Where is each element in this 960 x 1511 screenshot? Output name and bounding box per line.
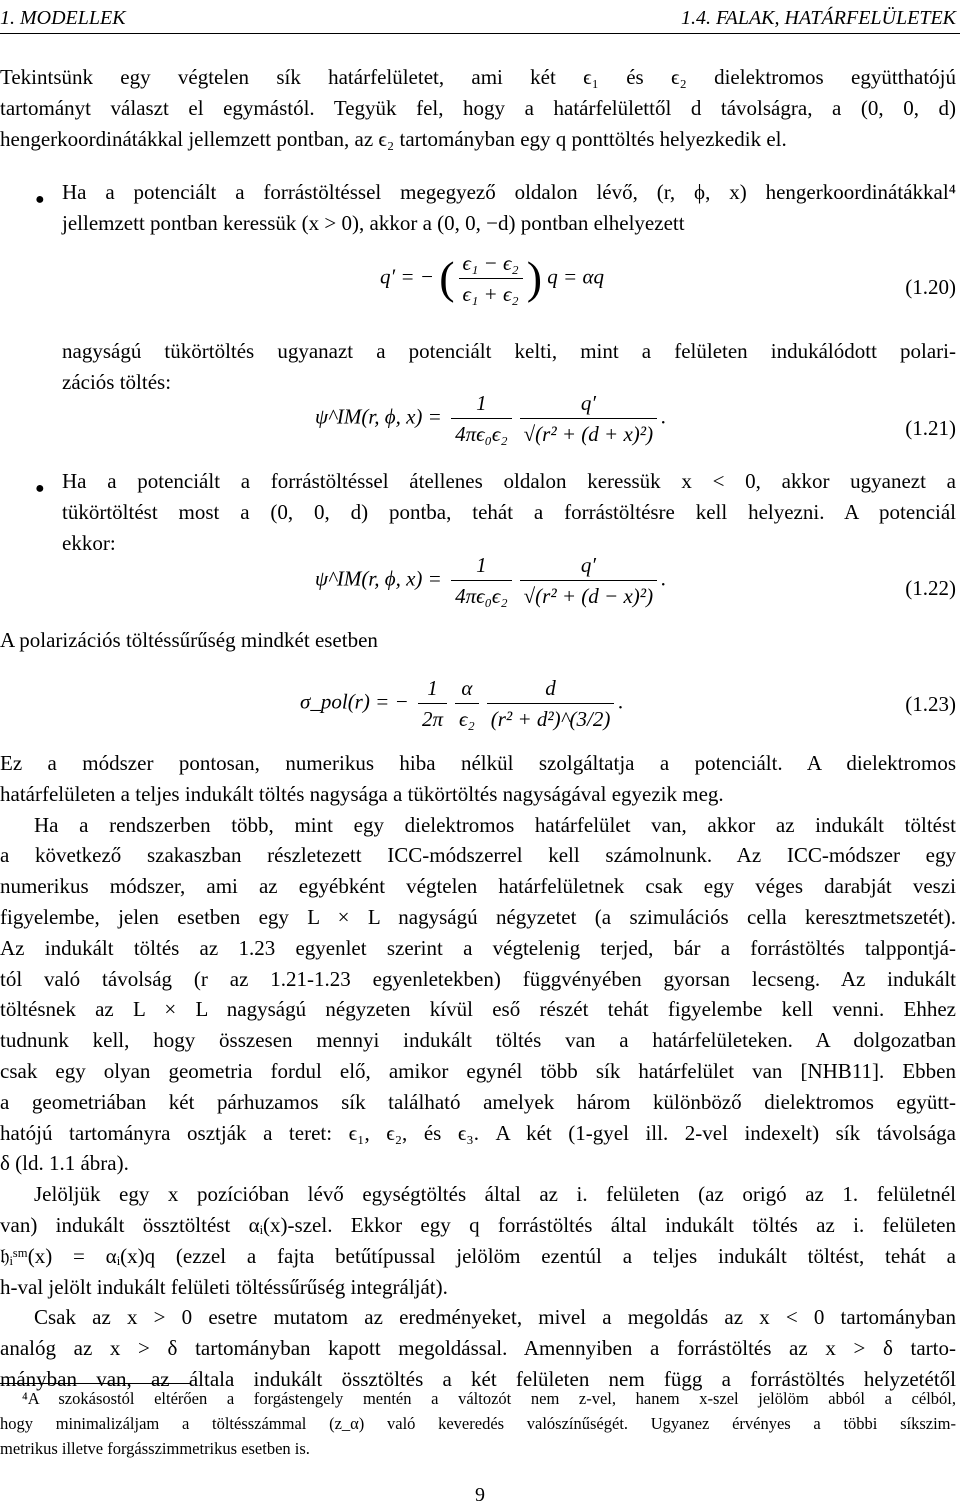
numerator: q′ <box>520 388 657 419</box>
bullet2-paragraph <box>62 466 956 558</box>
text-line: metrikus illetve forgásszimmetrikus esetben is. <box>0 1439 310 1458</box>
eq-rhs: q = αq <box>547 264 604 289</box>
numerator: 1 <box>451 550 512 581</box>
equation-1-21: ψ^IM(r, ϕ, x) = $\frac{1}{\text{4πϵ₀ϵ₂}}$ $\frac{q'}{\text{√(r² + (d + x)²)}}$ . <box>315 388 666 449</box>
text-line: jellemzett pontban keressük (x > 0), akkor a (0, 0, −d) pontban elhelyezett <box>62 210 685 235</box>
text-line: zációs töltés: <box>62 369 172 394</box>
bullet1-paragraph <box>62 177 956 239</box>
text-line: ⁴A szokásostól eltérően a forgástengely mentén a változót nem z-vel, hanem x-szel jelölöm abból a célból, <box>22 1389 956 1408</box>
text-line: a következő szakaszban részletezett ICC-módszerrel kell számolnunk. Az ICC-módszer egy <box>0 843 956 868</box>
fraction <box>520 388 657 449</box>
denominator: ϵ₁ + ϵ₂ <box>462 282 519 306</box>
bullet-dot: ● <box>35 480 45 497</box>
fraction <box>520 550 657 611</box>
text-line: csak egy olyan geometria fordul elő, amikor egynél több sík határfelület van [NHB11]. Ebben <box>0 1058 956 1083</box>
denominator: √(r² + (d + x)²) <box>523 422 654 446</box>
equation-label: (1.22) <box>905 576 956 600</box>
text-line: töltésnek az L × L nagyságú négyzeten kívül eső részét tehát figyelembe kell venni. Ehhez <box>0 997 956 1022</box>
footnote-rule <box>0 1383 190 1384</box>
numerator: 1 <box>418 673 447 704</box>
equation-1-22: ψ^IM(r, ϕ, x) = $\frac{1}{\text{4πϵ₀ϵ₂}}$ $\frac{q'}{\text{√(r² + (d − x)²)}}$ . <box>315 550 666 611</box>
eq-lhs: q′ = − <box>380 264 434 289</box>
equation-1-23: σ_pol(r) = − $\frac{1}{2\pi}$ $\frac{\alpha}{\text{ϵ₂}}$ $\frac{d}{\text{(r² + d²)\textasciicircum{}(3/2)}}$ . <box>300 673 624 734</box>
denominator: (r² + d²)^(3/2) <box>490 707 611 731</box>
equation-label: (1.20) <box>905 275 956 299</box>
text-line: Jelöljük egy x pozícióban lévő egységtöltés által az i. felületen (az origó az 1. felületnél <box>34 1182 956 1207</box>
text-line: határfelületen a teljes indukált töltés nagysága a tükörtöltés nagyságával egyezik meg. <box>0 781 724 806</box>
text-line: Tekintsünk egy végtelen sík határfelületet, ami két ϵ₁ és ϵ₂ dielektromos együtthatójú <box>0 65 956 89</box>
running-header <box>0 3 960 29</box>
text-line: 𝔥ᵢˢᵐ(x) = αᵢ(x)q (ezzel a fajta betűtípussal jelölöm ezentúl a teljes indukált töltést, tehát a <box>0 1243 956 1268</box>
fraction <box>451 388 512 449</box>
intro-paragraph <box>0 62 956 154</box>
text-line: Az indukált töltés az 1.23 egyenlet szerint a végtelenig terjed, bár a forrástöltés talppontjá- <box>0 935 956 960</box>
left-paren: ( <box>439 252 455 304</box>
numerator: d <box>487 673 615 704</box>
header-rule <box>0 33 960 34</box>
text-line: Ez a módszer pontosan, numerikus hiba nélkül szolgáltatja a potenciált. A dielektromos <box>0 751 956 775</box>
section-title: 1.4. FALAK, HATÁRFELÜLETEK <box>680 7 956 29</box>
equation-label: (1.23) <box>905 692 956 716</box>
text-line: numerikus módszer, ami az egyébként végtelen határfelületnek csak egy véges darabját veszi <box>0 874 956 899</box>
bullet-dot: ● <box>35 191 45 208</box>
fraction <box>451 550 512 611</box>
numerator: q′ <box>520 550 657 581</box>
text-line: hogy minimalizáljam a töltésszámmal (z_α) való keveredés valószínűségét. Ugyanez érvényes a többi síkszim- <box>0 1414 956 1433</box>
text-line: Ha a potenciált a forrástöltéssel átellenes oldalon keressük x < 0, akkor ugyanezt a <box>62 469 956 493</box>
text-line: nagyságú tükörtöltés ugyanazt a potenciált kelti, mint a felületen indukálódott polari- <box>62 339 956 363</box>
text-line: A polarizációs töltéssűrűség mindkét esetben <box>0 628 378 652</box>
text-line: Csak az x > 0 esetre mutatom az eredményeket, mivel a megoldás az x < 0 tartományban <box>34 1305 956 1330</box>
eq-lhs: ψ^IM(r, ϕ, x) = <box>315 404 442 429</box>
text-line: tartományt választ el egymástól. Tegyük fel, hogy a határfelülettől d távolságra, a (0, 0, d) <box>0 95 956 120</box>
text-line: Ha a rendszerben több, mint egy dielektromos határfelület van, akkor az indukált töltést <box>34 812 956 837</box>
fraction <box>487 673 615 734</box>
chapter-title: 1. MODELLEK <box>0 7 126 29</box>
denominator: 2π <box>421 707 443 731</box>
denominator: √(r² + (d − x)²) <box>523 584 654 608</box>
eq-lhs: ψ^IM(r, ϕ, x) = <box>315 566 442 591</box>
numerator: 1 <box>451 388 512 419</box>
text-line: Ha a potenciált a forrástöltéssel megegyező oldalon lévő, (r, ϕ, x) hengerkoordinátákkal⁴ <box>62 180 956 204</box>
text-line: figyelembe, jelen esetben egy L × L nagyságú négyzetet (a szimulációs cella keresztmetszetét). <box>0 904 956 929</box>
denominator: 4πϵ₀ϵ₂ <box>455 584 508 608</box>
polarization-intro <box>0 625 956 656</box>
fraction <box>459 248 523 309</box>
text-line: tükörtöltést most a (0, 0, d) pontba, tehát a forrástöltésre kell helyezni. A potenciál <box>62 499 956 524</box>
text-line: a geometriában két párhuzamos sík található amelyek három különböző dielektromos együtt- <box>0 1089 956 1114</box>
text-line: h-val jelölt indukált felületi töltéssűrűség integrálját). <box>0 1274 448 1299</box>
text-line: ekkor: <box>62 530 116 555</box>
denominator: 4πϵ₀ϵ₂ <box>455 422 508 446</box>
text-line: analóg az x > δ tartományban kapott megoldással. Amennyiben a forrástöltés az x > δ tarto- <box>0 1336 956 1361</box>
text-line: tól való távolság (r az 1.21-1.23 egyenletekben) függvényében gyorsan lecseng. Az indukált <box>0 966 956 991</box>
text-line: van) indukált össztöltést αᵢ(x)-szel. Ekkor egy q forrástöltés által indukált töltés az i. felületen <box>0 1212 956 1237</box>
text-line: hatójú tartományra osztják a teret: ϵ₁, ϵ₂, és ϵ₃. A két (1-gyel ill. 2-vel indexelt) sík távolsága <box>0 1120 956 1145</box>
numerator: ϵ₁ − ϵ₂ <box>459 248 523 279</box>
text-line: mányban van, az általa indukált össztöltés a két felületen nem függ a forrástöltés helyzetétől <box>0 1366 956 1391</box>
fraction <box>455 673 479 734</box>
text-line: hengerkoordinátákkal jellemzett pontban, az ϵ₂ tartományban egy q ponttöltés helyezkedik el. <box>0 126 787 151</box>
eq-lhs: σ_pol(r) = − <box>300 689 409 714</box>
fraction <box>418 673 447 734</box>
body-text <box>0 748 956 1395</box>
numerator: α <box>455 673 479 704</box>
equation-1-20 <box>380 248 604 309</box>
page-number: 9 <box>475 1484 485 1506</box>
text-line: δ (ld. 1.1 ábra). <box>0 1151 129 1176</box>
text-line: tudnunk kell, hogy összesen mennyi indukált töltés van a határfelületeken. A dolgozatban <box>0 1028 956 1053</box>
right-paren: ) <box>526 252 543 304</box>
footnote <box>0 1386 956 1461</box>
denominator: ϵ₂ <box>458 707 475 731</box>
equation-label: (1.21) <box>905 416 956 440</box>
